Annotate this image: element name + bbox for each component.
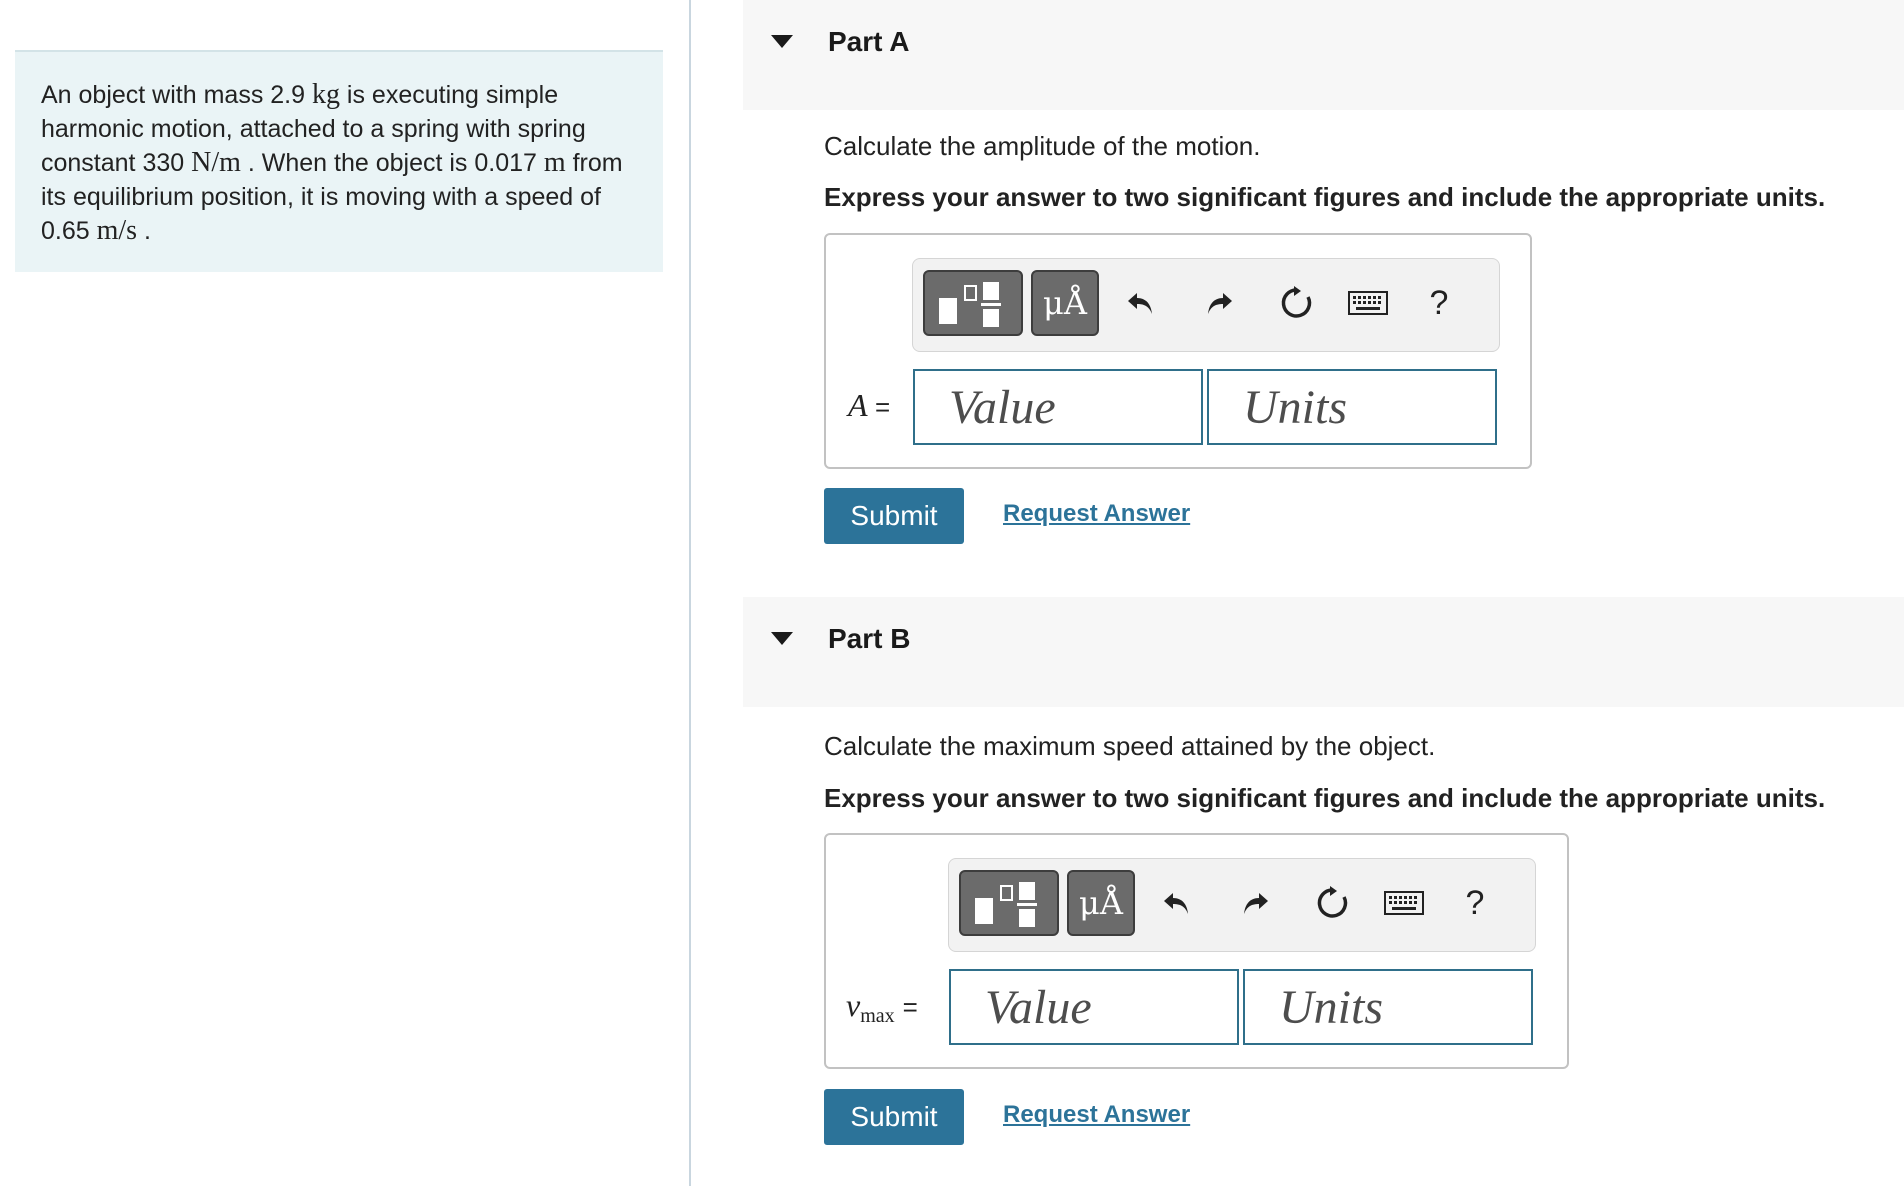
part-b-request-answer-link[interactable]: Request Answer xyxy=(1003,1101,1191,1128)
fraction-template-icon[interactable] xyxy=(959,870,1059,936)
collapse-caret-icon[interactable] xyxy=(771,632,793,645)
problem-text-1: An object with mass 2.9 xyxy=(41,81,306,109)
collapse-caret-icon[interactable] xyxy=(771,35,793,48)
help-icon[interactable]: ? xyxy=(1465,883,1485,922)
keyboard-icon[interactable] xyxy=(1381,881,1427,925)
problem-text-2: is executing simple harmonic motion, attached to a spring with spring constant 330 xyxy=(41,81,586,177)
undo-icon[interactable] xyxy=(1157,881,1197,925)
value-input[interactable] xyxy=(949,969,1239,1045)
part-a-header[interactable] xyxy=(743,0,1904,110)
units-button[interactable]: μÅ xyxy=(1031,270,1099,336)
part-b-title: Part B xyxy=(828,623,911,654)
problem-text-3: . When the object is 0.017 xyxy=(247,149,537,177)
variable-symbol: A xyxy=(848,387,867,423)
part-a-question: Calculate the amplitude of the motion. xyxy=(824,131,1261,161)
reset-icon[interactable] xyxy=(1313,881,1353,925)
math-toolbar xyxy=(948,858,1536,952)
units-button[interactable]: μÅ xyxy=(1067,870,1135,936)
variable-symbol: v xyxy=(846,987,861,1023)
part-b-variable-label xyxy=(846,987,918,1028)
part-b-instruction: Express your answer to two significant figures and include the appropriate units. xyxy=(824,783,1826,813)
unit-kg: kg xyxy=(311,79,340,110)
part-b-answer-box xyxy=(824,833,1569,1069)
reset-icon[interactable] xyxy=(1277,281,1317,325)
unit-n-per-m: N/m xyxy=(191,147,241,178)
units-input[interactable] xyxy=(1243,969,1533,1045)
variable-subscript: max xyxy=(860,1005,895,1027)
undo-icon[interactable] xyxy=(1121,281,1161,325)
help-icon[interactable]: ? xyxy=(1429,283,1449,322)
part-a-submit-button[interactable]: Submit xyxy=(824,488,964,544)
unit-m-per-s: m/s xyxy=(96,215,138,246)
equals-sign: = xyxy=(902,992,918,1022)
equals-sign: = xyxy=(874,392,891,422)
fraction-template-icon[interactable] xyxy=(923,270,1023,336)
keyboard-icon[interactable] xyxy=(1345,281,1391,325)
unit-m: m xyxy=(543,147,566,178)
math-toolbar xyxy=(912,258,1500,352)
part-a-request-answer-link[interactable]: Request Answer xyxy=(1003,500,1191,527)
part-a-variable-label xyxy=(848,387,890,424)
problem-text-4: from its equilibrium position, it is moving with a speed of 0.65 xyxy=(41,149,623,245)
part-a-answer-box xyxy=(824,233,1532,469)
redo-icon[interactable] xyxy=(1199,281,1239,325)
part-b-question: Calculate the maximum speed attained by the object. xyxy=(824,731,1436,761)
column-divider xyxy=(689,0,691,1186)
part-b-submit-button[interactable]: Submit xyxy=(824,1089,964,1145)
redo-icon[interactable] xyxy=(1235,881,1275,925)
part-a-instruction: Express your answer to two significant figures and include the appropriate units. xyxy=(824,182,1826,212)
problem-text-5: . xyxy=(144,217,151,245)
part-b-header[interactable] xyxy=(743,597,1904,707)
value-input[interactable] xyxy=(913,369,1203,445)
problem-statement xyxy=(15,50,663,272)
units-input[interactable] xyxy=(1207,369,1497,445)
part-a-title: Part A xyxy=(828,26,910,57)
